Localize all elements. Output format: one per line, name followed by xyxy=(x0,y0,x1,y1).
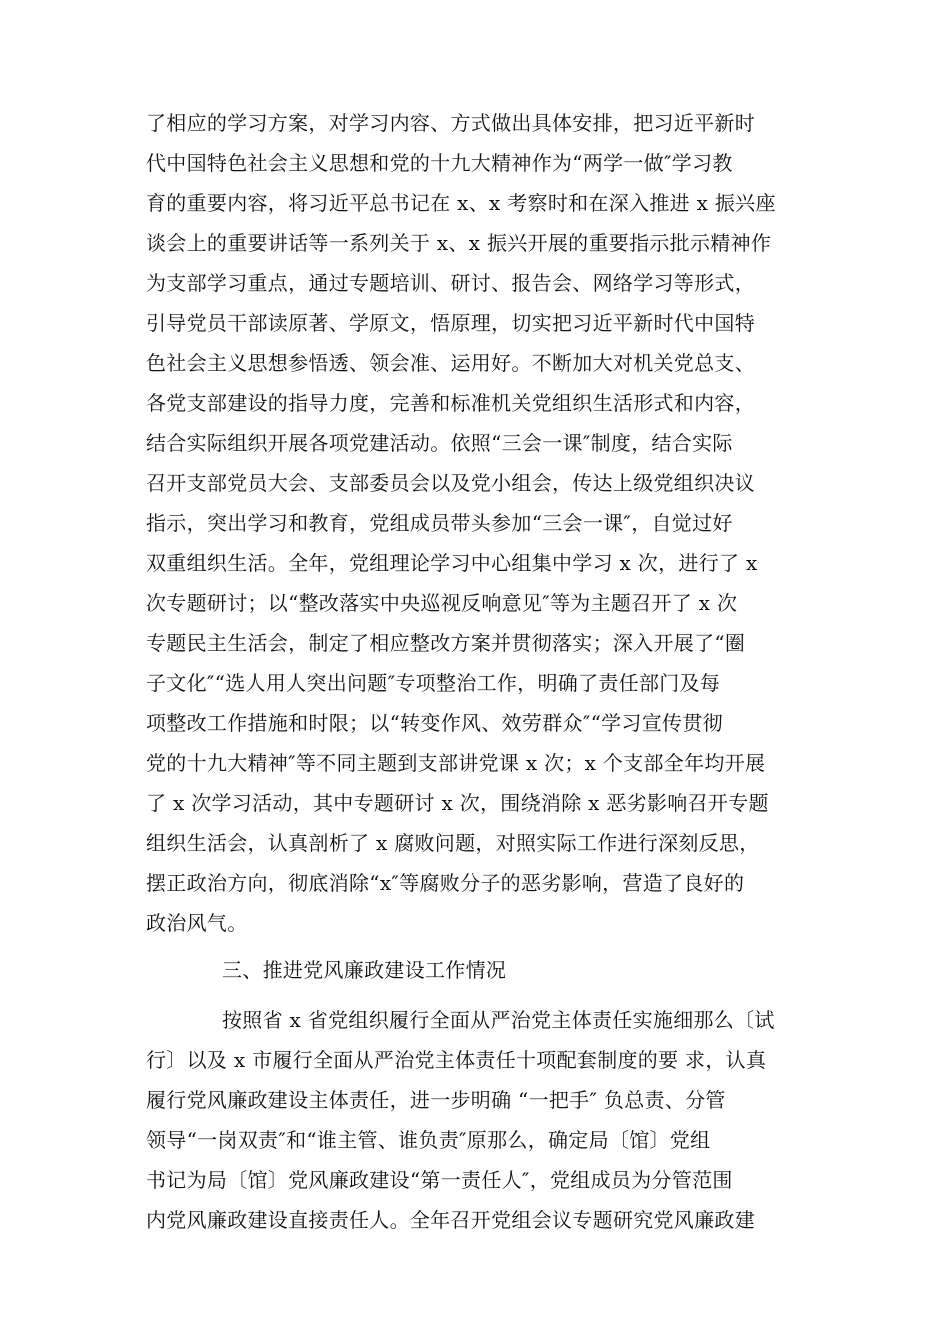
paragraph2-line: 履行党风廉政建设主体责任，进一步明确 “一把手″ 负总责、分管 xyxy=(146,1088,726,1112)
paragraph1-line: 谈会上的重要讲话等一系列关于 x、x 振兴开展的重要指示批示精神作 xyxy=(146,231,772,255)
paragraph1-line: 子文化″“选人用人突出问题″专项整治工作，明确了责任部门及每 xyxy=(146,671,721,695)
paragraph1-line: 党的十九大精神″等不同主题到支部讲党课 x 次；x 个支部全年均开展 xyxy=(146,751,766,775)
paragraph1-line: 为支部学习重点，通过专题培训、研讨、报告会、网络学习等形式， xyxy=(146,271,755,295)
paragraph2-line: 按照省 x 省党组织履行全面从严治党主体责任实施细那么〔试 xyxy=(222,1008,775,1032)
paragraph1-line: 了 x 次学习活动，其中专题研讨 x 次，围绕消除 x 恶劣影响召开专题 xyxy=(146,791,769,815)
paragraph1-line: 引导党员干部读原著、学原文，悟原理，切实把习近平新时代中国特 xyxy=(146,311,755,335)
paragraph1-line: 摆正政治方向，彻底消除“x″等腐败分子的恶劣影响，营造了良好的 xyxy=(146,871,745,895)
paragraph1-line: 组织生活会，认真剖析了 x 腐败问题，对照实际工作进行深刻反思， xyxy=(146,831,760,855)
paragraph1-line: 双重组织生活。全年，党组理论学习中心组集中学习 x 次，进行了 x xyxy=(146,551,758,575)
paragraph1-line: 指示，突出学习和教育，党组成员带头参加“三会一课″，自觉过好 xyxy=(146,511,733,535)
paragraph1-line: 次专题研讨；以“整改落实中央巡视反响意见″等为主题召开了 x 次 xyxy=(146,591,738,615)
paragraph1-line: 代中国特色社会主义思想和党的十九大精神作为“两学一做″学习教 xyxy=(146,151,733,175)
paragraph1-line: 专题民主生活会，制定了相应整改方案并贯彻落实；深入开展了“圈 xyxy=(146,631,746,655)
paragraph1-line: 各党支部建设的指导力度，完善和标准机关党组织生活形式和内容， xyxy=(146,391,755,415)
paragraph2-line: 内党风廉政建设直接责任人。全年召开党组会议专题研究党风廉政建 xyxy=(146,1208,755,1232)
paragraph2-line: 书记为局〔馆〕党风廉政建设“第一责任人″，党组成员为分管范围 xyxy=(146,1168,733,1192)
paragraph2-line: 领导“一岗双责″和“谁主管、谁负责″原那么，确定局〔馆〕党组 xyxy=(146,1128,711,1152)
paragraph1-line: 召开支部党员大会、支部委员会以及党小组会，传达上级党组织决议 xyxy=(146,471,755,495)
paragraph1-line: 结合实际组织开展各项党建活动。依照“三会一课″制度，结合实际 xyxy=(146,431,733,455)
paragraph1-line: 育的重要内容，将习近平总书记在 x、x 考察时和在深入推进 x 振兴座 xyxy=(146,191,776,215)
paragraph2-line: 行〕以及 x 市履行全面从严治党主体责任十项配套制度的要 求，认真 xyxy=(146,1048,767,1072)
section-heading: 三、推进党风廉政建设工作情况 xyxy=(222,958,507,982)
paragraph1-line: 政治风气。 xyxy=(146,911,248,935)
paragraph1-line: 色社会主义思想参悟透、领会准、运用好。不断加大对机关党总支、 xyxy=(146,351,755,375)
paragraph1-line: 项整改工作措施和时限；以“转变作风、效劳群众″“学习宣传贯彻 xyxy=(146,711,723,735)
paragraph1-line: 了相应的学习方案，对学习内容、方式做出具体安排，把习近平新时 xyxy=(146,111,755,135)
